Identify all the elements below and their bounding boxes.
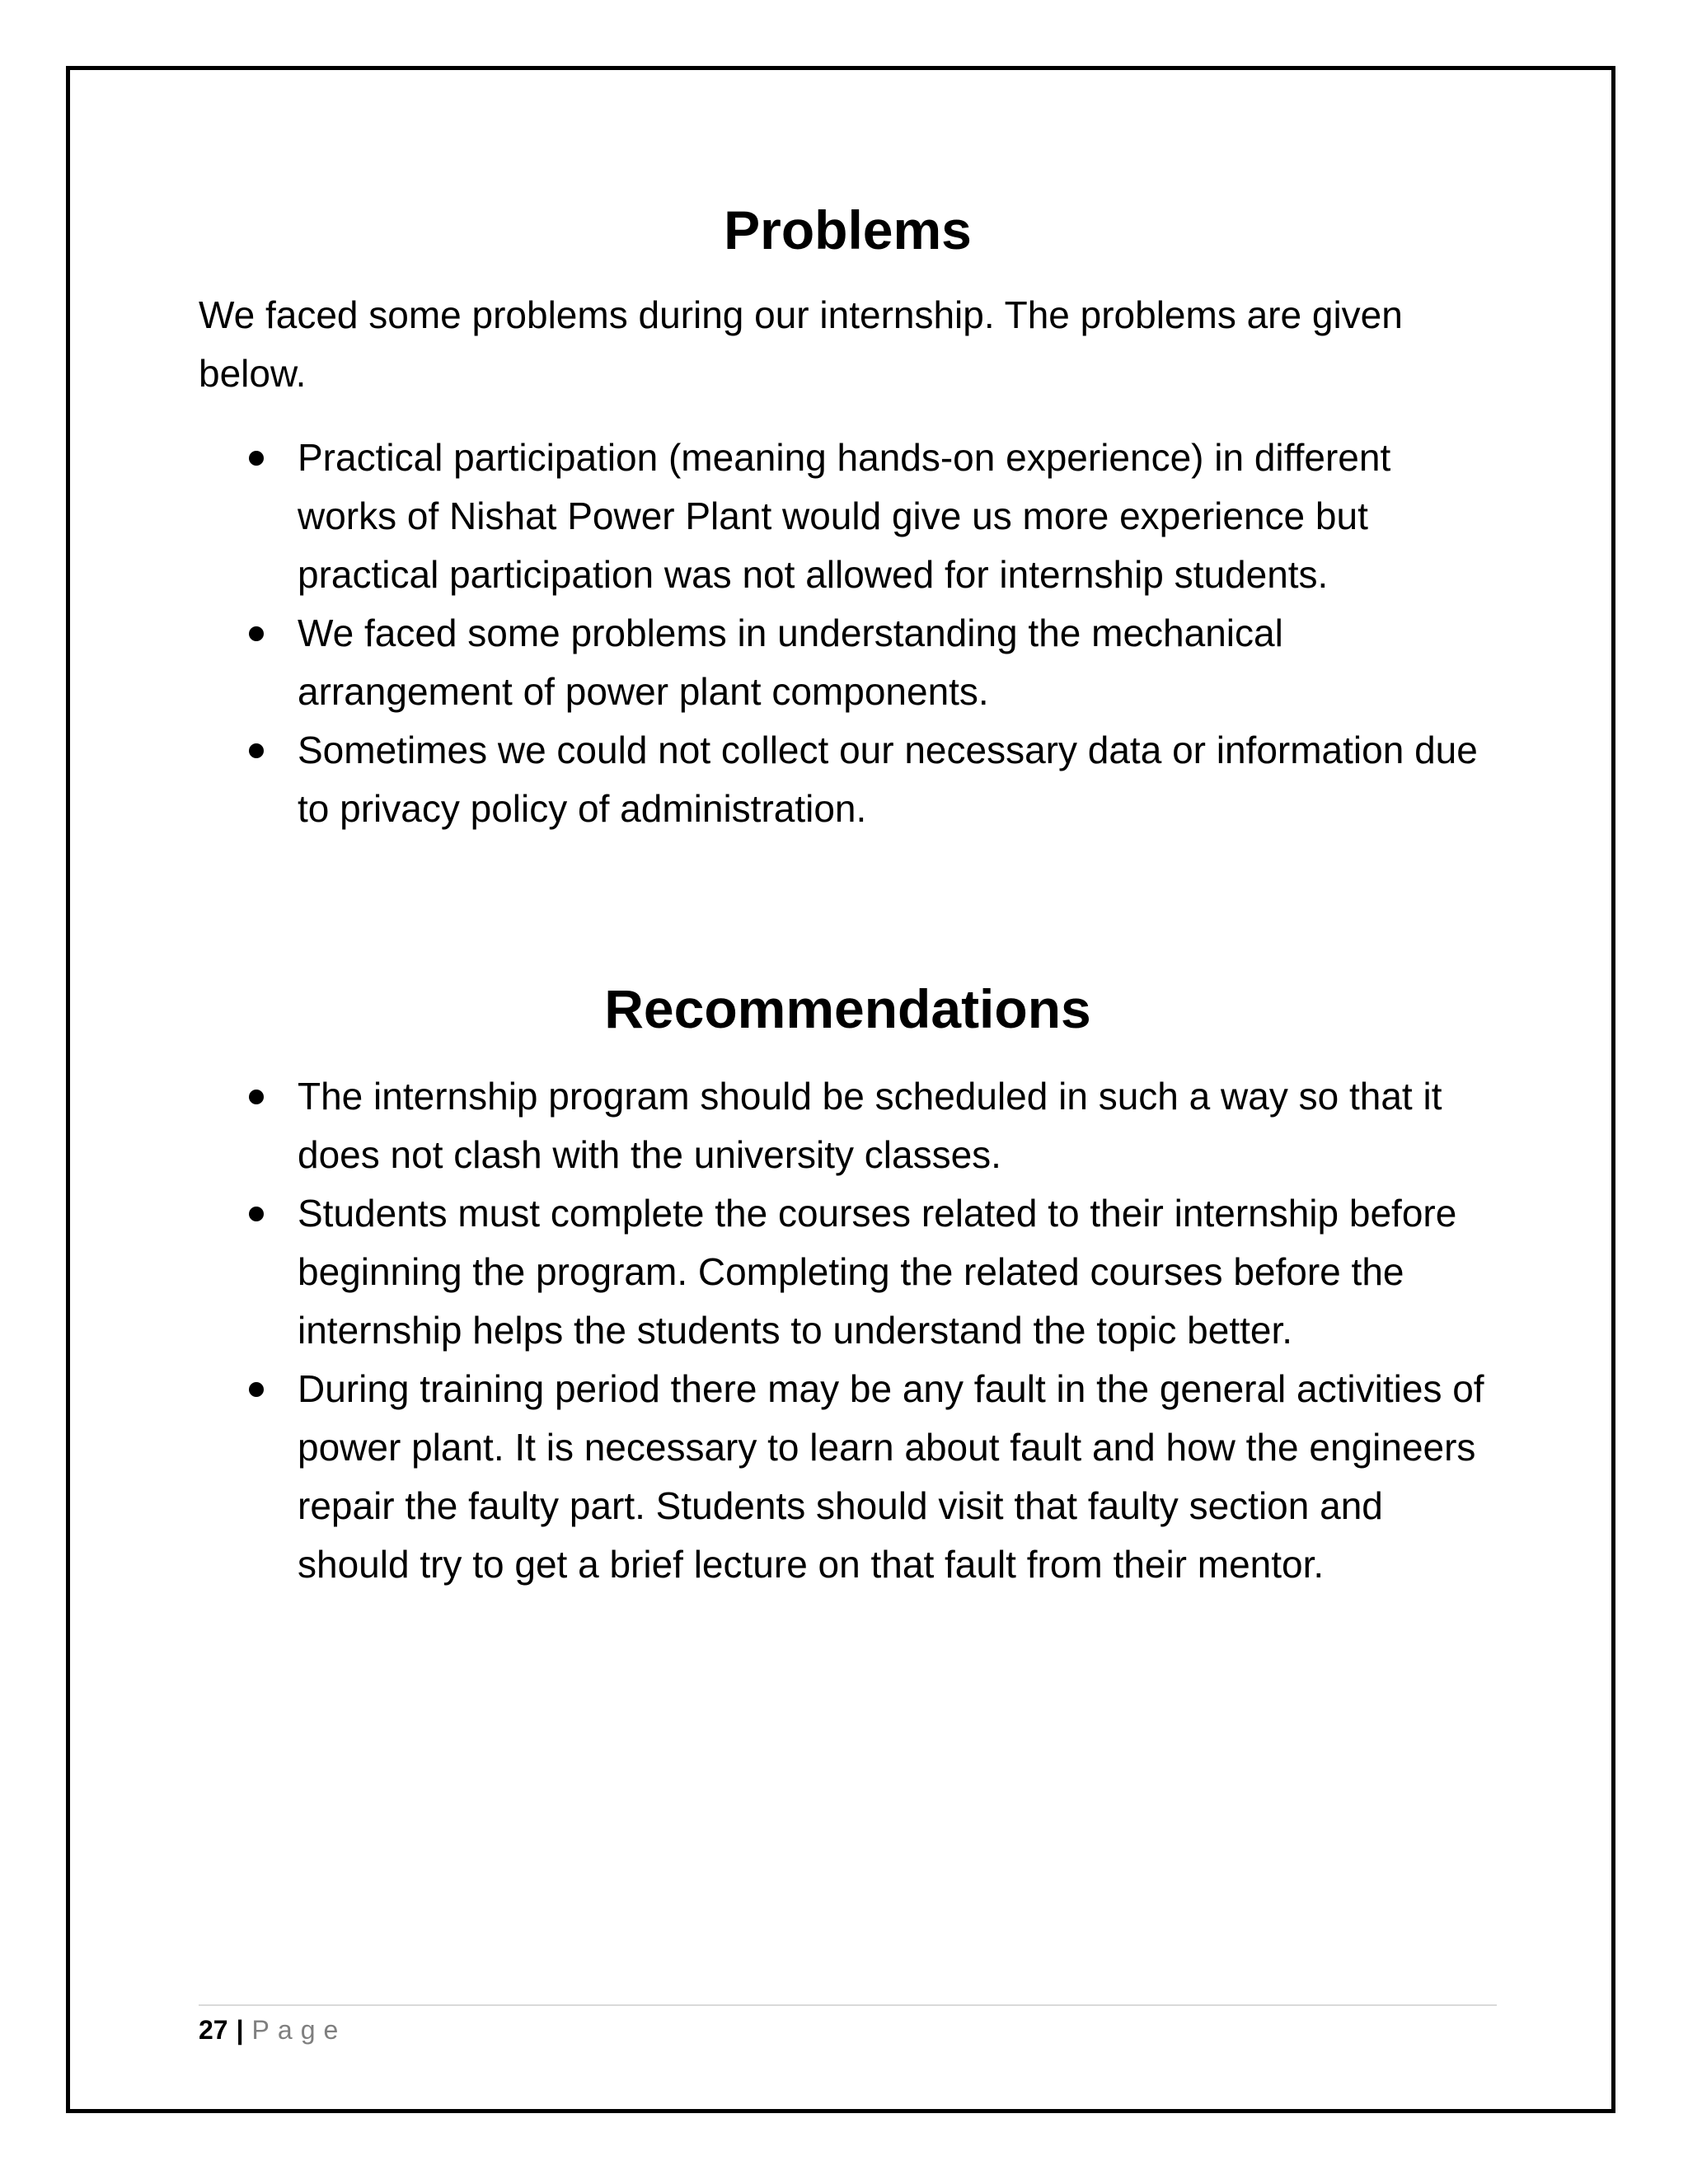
problems-heading: Problems <box>724 199 972 260</box>
bullet-icon <box>249 451 264 466</box>
list-item <box>199 1360 1497 1594</box>
recommendations-list <box>199 1067 1497 1594</box>
list-item-text: We faced some problems in understanding the mechanical arrangement of power plant components. <box>298 612 1283 714</box>
bullet-icon <box>249 1090 264 1104</box>
list-item-text: Sometimes we could not collect our necessary data or information due to privacy policy of administration. <box>298 729 1478 831</box>
bullet-icon <box>249 1382 264 1397</box>
bullet-icon <box>249 1207 264 1221</box>
page-label: Page <box>251 2015 347 2045</box>
list-item-text: The internship program should be scheduled in such a way so that it does not clash with the university classes. <box>298 1075 1442 1177</box>
list-item-text: During training period there may be any fault in the general activities of power plant. It is necessary to learn about fault and how the engineers repair the faulty part. Students should visit that faulty section and should try to get a brief lecture on that fault from their mentor. <box>298 1367 1484 1586</box>
list-item <box>199 721 1497 838</box>
recommendations-heading: Recommendations <box>604 978 1091 1040</box>
list-item <box>199 1067 1497 1184</box>
list-item <box>199 429 1497 604</box>
list-item <box>199 1184 1497 1360</box>
problems-list <box>199 429 1497 838</box>
page-number: 27 <box>199 2015 228 2045</box>
page-content <box>199 198 1497 1594</box>
list-item-text: Students must complete the courses related to their internship before beginning the program. Completing the related courses before the internship helps the students to understand the topic better. <box>298 1192 1457 1352</box>
bullet-icon <box>249 626 264 641</box>
page-footer <box>199 2012 346 2048</box>
bullet-icon <box>249 743 264 758</box>
list-item <box>199 604 1497 721</box>
list-item-text: Practical participation (meaning hands-on experience) in different works of Nishat Power Plant would give us more experience but practical participation was not allowed for internship students. <box>298 436 1391 597</box>
problems-intro: We faced some problems during our internship. The problems are given below. <box>199 293 1403 396</box>
footer-separator: | <box>236 2015 244 2045</box>
footer-divider <box>199 2004 1497 2006</box>
